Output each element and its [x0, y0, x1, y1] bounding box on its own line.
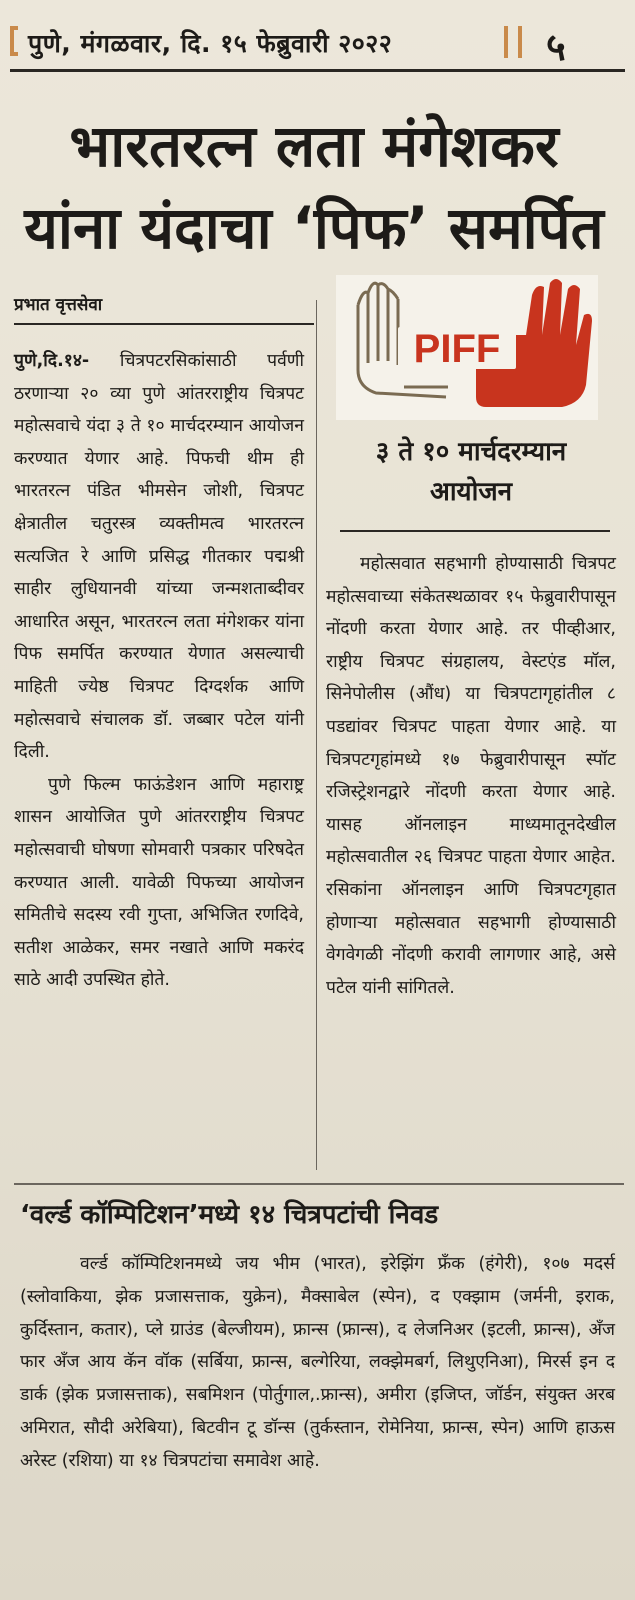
headline-line-1: भारतरत्न लता मंगेशकर [69, 112, 559, 180]
dateline-lead: पुणे,दि.१४- [14, 351, 90, 371]
dateline: पुणे, मंगळवार, दि. १५ फेब्रुवारी २०२२ [28, 29, 393, 58]
piff-text: PIFF [413, 327, 501, 371]
page-header [10, 20, 625, 72]
header-bracket-ornament [10, 26, 18, 56]
column-divider [316, 300, 317, 1170]
paragraph: महोत्सवात सहभागी होण्यासाठी चित्रपट महोत्सवाच्या संकेतस्थळावर १५ फेब्रुवारीपासून नोंदणी करता येणार आहे. तर पीव्हीआर, राष्ट्रीय चित्रपट संग्रहालय, वेस्टएंड मॉल, सिनेपोलीस (औंध) या चित्रपटागृहांतील ८ पडद्यांवर चित्रपट पाहता येणार आहे. या चित्रपटगृहांमध्ये १७ फेब्रुवारीपासून स्पॉट रजिस्ट्रेशनद्वारे नोंदणी करता येणार आहे. यासह ऑनलाइन माध्यमातूनदेखील महोत्सवातील २६ चित्रपट पाहता येणार आहेत. रसिकांना ऑनलाइन आणि चित्रपटगृहात होणाऱ्या महोत्सवात सहभागी होण्यासाठी वेगवेगळी नोंदणी करावी लागणार आहे, असे पटेल यांनी सांगितले. [326, 554, 616, 998]
piff-logo-graphic [336, 275, 598, 420]
subheading-line-2: आयोजन [429, 477, 513, 507]
subheading-rule [340, 530, 610, 532]
article-column-right [326, 548, 616, 1004]
subheading [326, 432, 616, 512]
piff-logo [336, 275, 598, 420]
byline: प्रभात वृत्तसेवा [14, 292, 314, 325]
box-body [20, 1248, 615, 1478]
box-title: ‘वर्ल्ड कॉम्पिटिशन’मध्ये १४ चित्रपटांची निवड [20, 1200, 439, 1230]
box-divider [14, 1183, 624, 1185]
paragraph-text: चित्रपटरसिकांसाठी पर्वणी ठरणाऱ्या २० व्या पुणे आंतरराष्ट्रीय चित्रपट महोत्सवाचे यंदा ३ ते १० मार्चदरम्यान आयोजन करण्यात येणार आहे. पिफची थीम ही भारतरत्न पंडित भीमसेन जोशी, चित्रपट क्षेत्रातील चतुरस्त्र व्यक्तीमत्व भारतरत्न सत्यजित रे आणि प्रसिद्ध गीतकार पद्मश्री साहीर लुधियानवी यांच्या जन्मशताब्दीवर आधारित असून, भारतरत्न लता मंगेशकर यांना पिफ समर्पित करण्यात येणात असल्याची माहिती ज्येष्ठ चित्रपट दिग्दर्शक आणि महोत्सवाचे संचालक डॉ. जब्बार पटेल यांनी दिली. [14, 351, 304, 763]
subheading-line-1: ३ ते १० मार्चदरम्यान [375, 437, 567, 467]
paragraph: वर्ल्ड कॉम्पिटिशनमध्ये जय भीम (भारत), इरेझिंग फ्रँक (हंगेरी), १०७ मदर्स (स्लोवाकिया, झेक प्रजासत्ताक, युक्रेन), मैक्साबेल (स्पेन), द एक्झाम (जर्मनी, इराक, कुर्दिस्तान, कतार), प्ले ग्राउंड (बेल्जीयम), फ्रान्स (फ्रान्स), द लेजनिअर (इटली, फ्रान्स), अँज फार अँज आय कॅन वॉक (सर्बिया, फ्रान्स, बल्गेरिया, लक्झेमबर्ग, लिथुएनिआ), मिरर्स इन द डार्क (झेक प्रजासत्ताक), सबमिशन (पोर्तुगाल,.फ्रान्स), अमीरा (इजिप्त, जॉर्डन, संयुक्त अरब अमिरात, सौदी अरेबिया), बिटवीन टू डॉन्स (तुर्कस्तान, रोमेनिया, फ्रान्स, स्पेन) आणि हाऊस अरेस्ट (रशिया) या १४ चित्रपटांचा समावेश आहे. [20, 1254, 615, 1471]
paragraph: पुणे फिल्म फाऊंडेशन आणि महाराष्ट्र शासन आयोजित पुणे आंतरराष्ट्रीय चित्रपट महोत्सवाची घोषणा सोमवारी पत्रकार परिषदेत करण्यात आली. यावेळी पिफच्या आयोजन समितीचे सदस्य रवी गुप्ता, अभिजित रणदिवे, सतीश आळेकर, समर नखाते आणि मकरंद साठे आदी उपस्थित होते. [14, 774, 304, 991]
page-number: ५ [546, 25, 566, 69]
header-bars-ornament [504, 26, 522, 58]
article-column-left [14, 345, 304, 997]
paragraph [14, 345, 304, 769]
headline-line-2: यांना यंदाचा ‘पिफ’ समर्पित [24, 194, 604, 262]
headline [14, 105, 614, 269]
